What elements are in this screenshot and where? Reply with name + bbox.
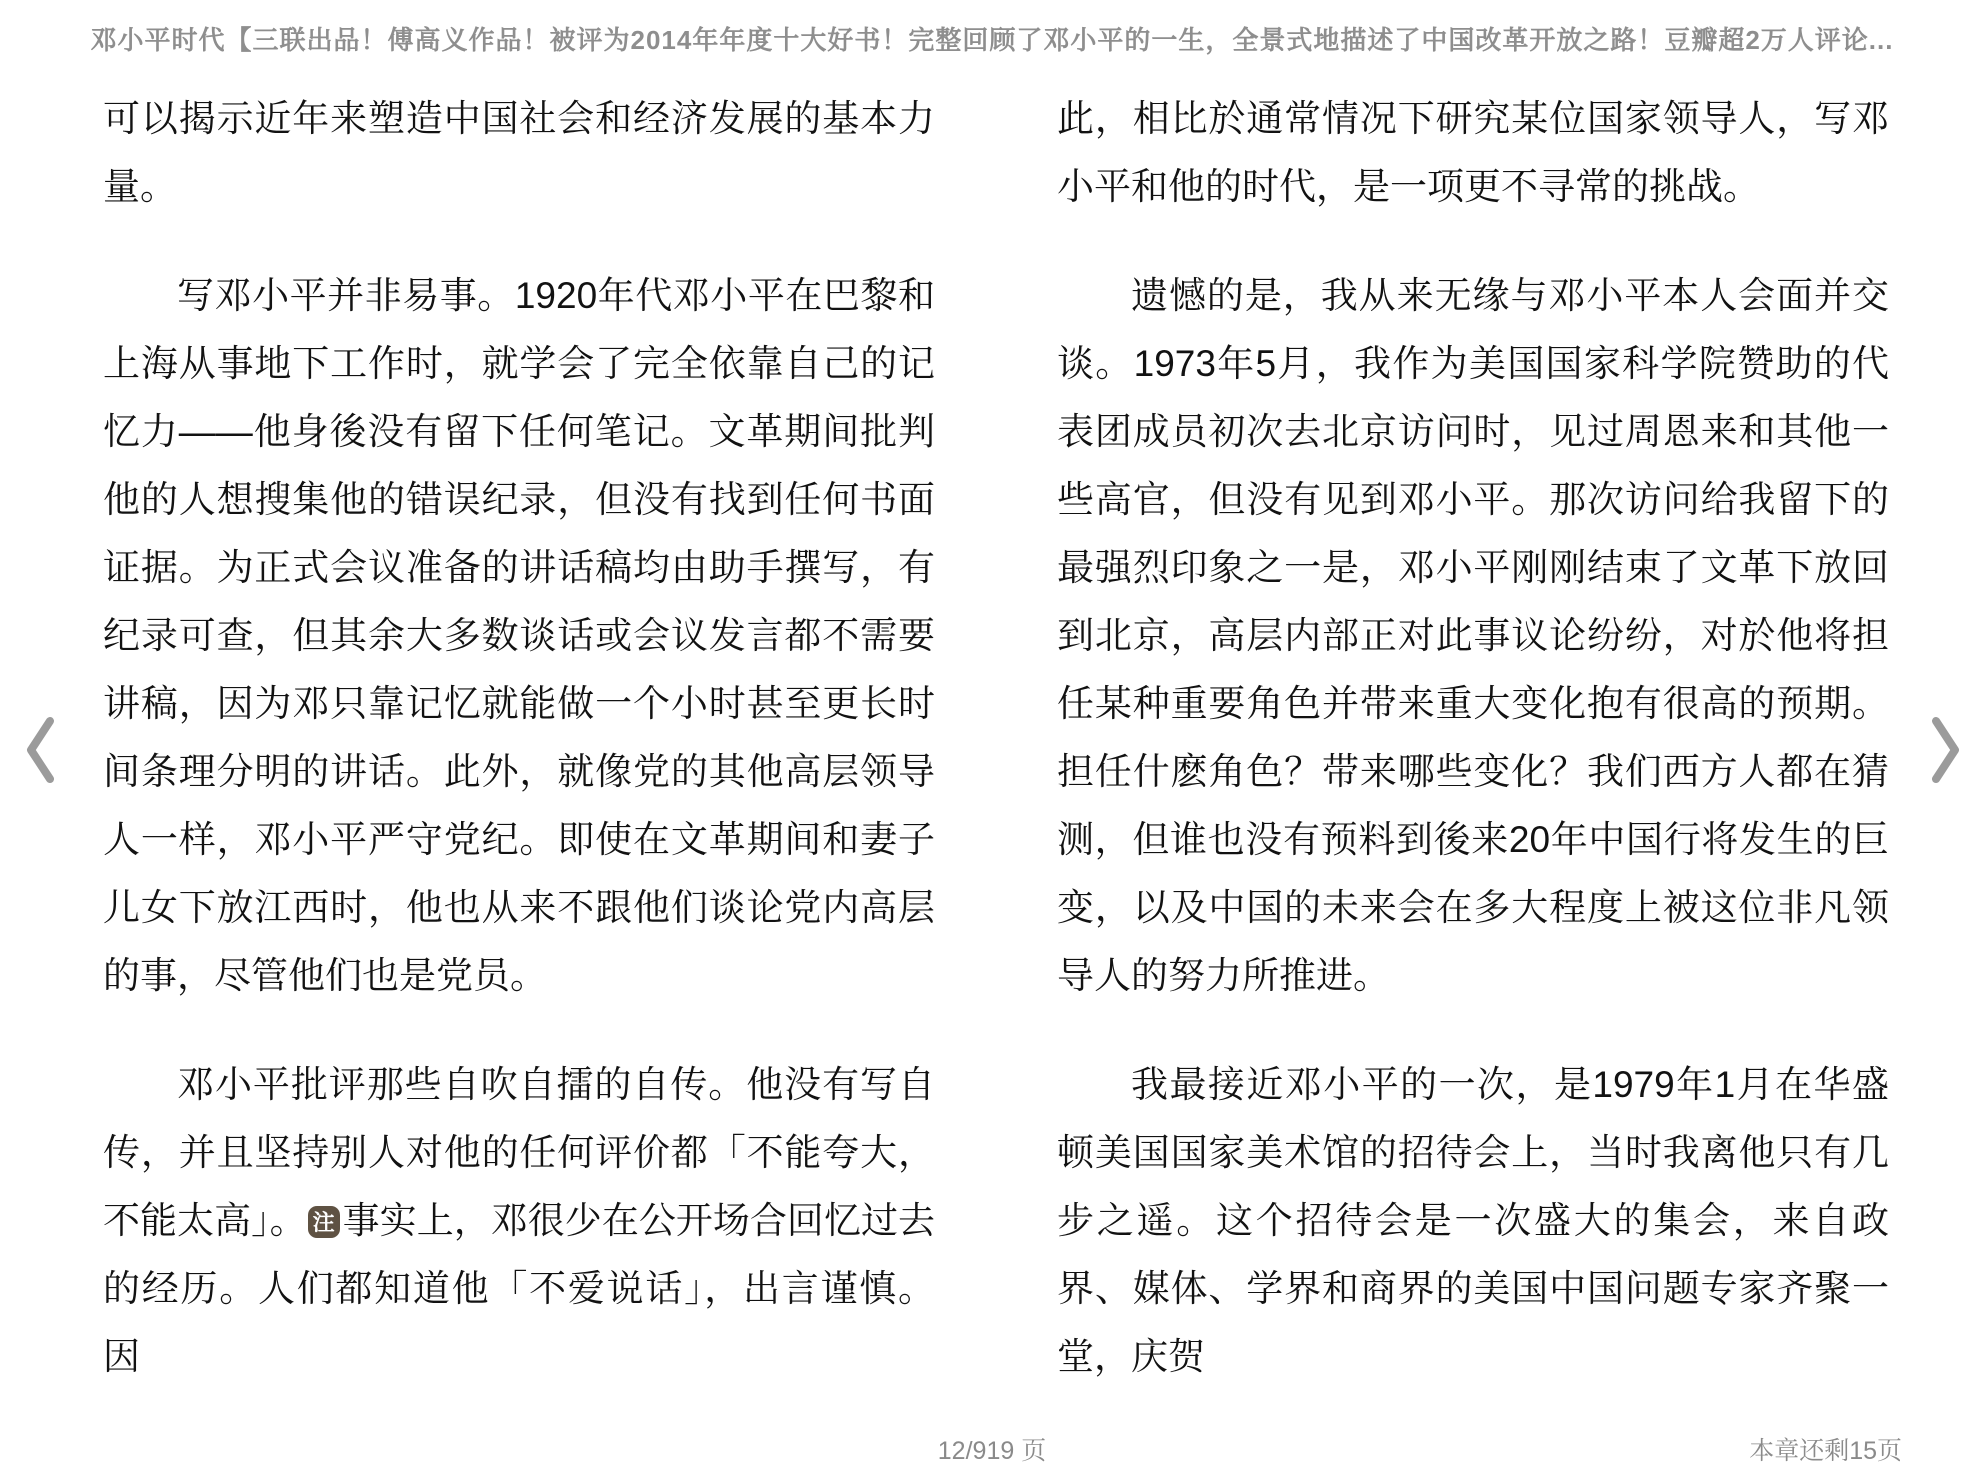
paragraph: 此，相比於通常情况下研究某位国家领导人，写邓小平和他的时代，是一项更不寻常的挑战。 [1057, 98, 1889, 207]
page-indicator: 12/919 页 [937, 1437, 1047, 1465]
paragraph: 我最接近邓小平的一次，是1979年1月在华盛顿美国国家美术馆的招待会上，当时我离他只有几步之遥。这个招待会是一次盛大的集会，来自政界、媒体、学界和商界的美国中国问题专家齐聚一堂，庆贺 [1057, 1064, 1889, 1377]
next-page-button[interactable] [1926, 712, 1966, 788]
prev-page-button[interactable] [20, 712, 60, 788]
chapter-remaining-label: 本章还剩15页 [1749, 1437, 1902, 1465]
chevron-left-icon [20, 712, 60, 788]
footnote-note-icon[interactable]: 注 [308, 1206, 340, 1238]
paragraph [103, 1051, 935, 1391]
paragraph: 遗憾的是，我从来无缘与邓小平本人会面并交谈。1973年5月，我作为美国国家科学院赞助的代表团成员初次去北京访问时，见过周恩来和其他一些高官，但没有见到邓小平。那次访问给我留下的最强烈印象之一是，邓小平刚刚结束了文革下放回到北京，高层内部正对此事议论纷纷，对於他将担任某种重要角色并带来重大变化抱有很高的预期。担任什麽角色？带来哪些变化？我们西方人都在猜测，但谁也没有预料到後来20年中国行将发生的巨变，以及中国的未来会在多大程度上被这位非凡领导人的努力所推进。 [1057, 275, 1889, 996]
paragraph: 写邓小平并非易事。1920年代邓小平在巴黎和上海从事地下工作时，就学会了完全依靠自己的记忆力——他身後没有留下任何笔记。文革期间批判他的人想搜集他的错误纪录，但没有找到任何书面证据。为正式会议准备的讲话稿均由助手撰写，有纪录可查，但其余大多数谈话或会议发言都不需要讲稿，因为邓只靠记忆就能做一个小时甚至更长时间条理分明的讲话。此外，就像党的其他高层领导人一样，邓小平严守党纪。即使在文革期间和妻子儿女下放江西时，他也从来不跟他们谈论党内高层的事，尽管他们也是党员。 [103, 275, 935, 996]
left-text-column [103, 85, 935, 1432]
paragraph-text: 邓小平批评那些自吹自擂的自传。他没有写自传，并且坚持别人对他的任何评价都「不能夸大，不能太高」。 [103, 1064, 935, 1241]
chevron-right-icon [1926, 712, 1966, 788]
book-title-header: 邓小平时代【三联出品！傅高义作品！被评为2014年年度十大好书！完整回顾了邓小平的一生，全景式地描述了中国改革开放之路！豆瓣超2万人评论... [90, 25, 1894, 55]
paragraph-text: 事实上，邓很少在公开场合回忆过去的经历。人们都知道他「不爱说话」，出言谨慎。因 [103, 1200, 936, 1377]
right-text-column [1057, 85, 1889, 1432]
paragraph: 可以揭示近年来塑造中国社会和经济发展的基本力量。 [103, 98, 935, 207]
